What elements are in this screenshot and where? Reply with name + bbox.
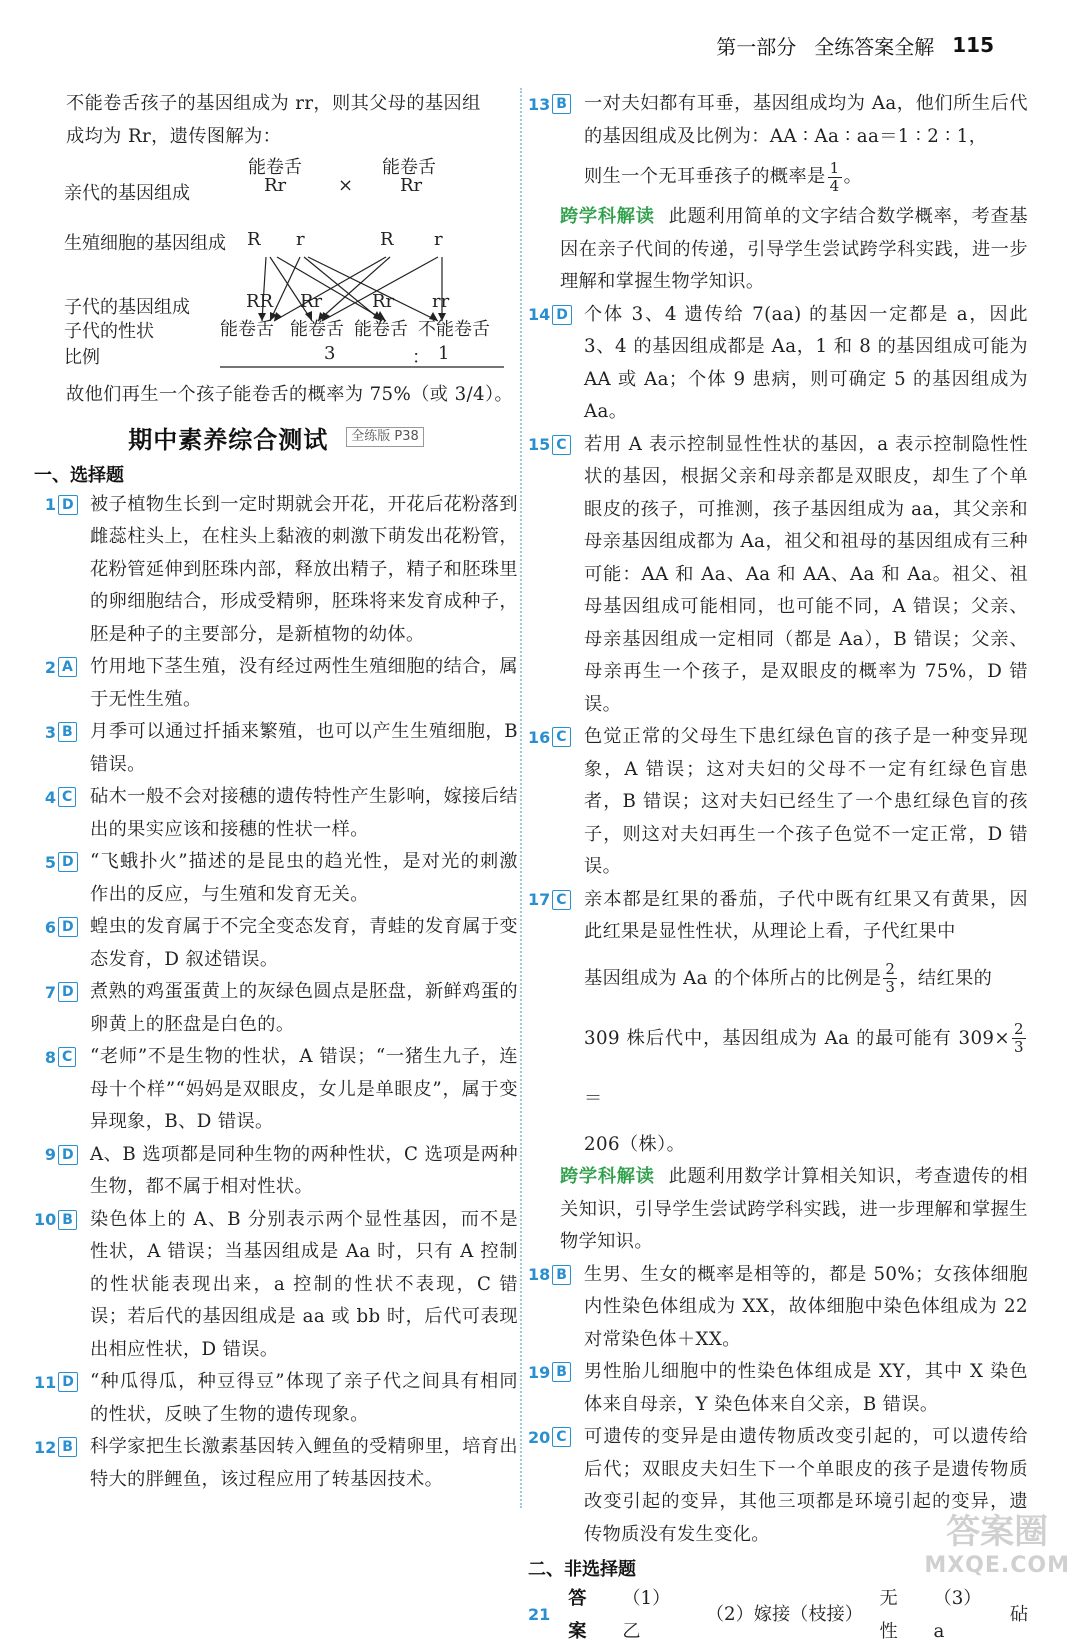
fraction — [828, 160, 842, 195]
question-17-ratio-line — [584, 949, 1028, 1009]
calc-equals: ＝ — [584, 1087, 603, 1109]
answer-part-5: 砧 — [1009, 1604, 1028, 1626]
question-8 — [34, 1041, 518, 1139]
question-index: 20 — [528, 1427, 551, 1447]
question-text: 男性胎儿细胞中的性染色体组成是 XY，其中 X 染色体来自母亲，Y 染色体来自父亲，B 错误。 — [584, 1361, 1028, 1415]
question-7 — [34, 976, 518, 1041]
fraction-numerator: 2 — [1014, 1020, 1024, 1038]
gamete-2: r — [296, 229, 305, 250]
answer-badge: D — [58, 1372, 78, 1392]
calc-text: 309 株后代中，基因组成为 Aa 的最可能有 309× — [584, 1027, 1011, 1049]
fraction-denominator: 4 — [829, 176, 840, 195]
answer-badge: B — [552, 1265, 571, 1285]
question-13-probability — [584, 153, 1028, 201]
cross-discipline-note-1 — [528, 201, 1028, 299]
offspring-trait-2: 能卷舌 — [290, 319, 344, 340]
question-index: 18 — [528, 1265, 551, 1285]
question-text: 可遗传的变异是由遗传物质改变引起的，可以遗传给后代；双眼皮夫妇生下一个单眼皮的孩子是遗传物质改变引起的变异，其他三项都是环境引起的变异，遗传物质没有发生变化。 — [584, 1426, 1028, 1545]
question-number — [528, 429, 584, 462]
answer-badge: B — [58, 1437, 77, 1457]
ratio-recessive: 1 — [438, 343, 450, 364]
question-number — [528, 88, 584, 121]
question-text: 若用 A 表示控制显性性状的基因，a 表示控制隐性性状的基因，根据父亲和母亲都是双眼皮，却生了个单眼皮的孩子，可推测，孩子基因组成为 aa，其父亲和母亲基因组成都为 Aa，祖父和祖母的基因组成有三种可能：AA 和 Aa、Aa 和 AA、Aa 和 Aa。祖父、祖母基因组成可能相同，也可能不同，A 错误；父亲、母亲基因组成一定相同（都是 Aa），B 错误；父亲、母亲再生一个孩子，是双眼皮的概率为 75%，D 错误。 — [584, 433, 1028, 715]
question-text: “种瓜得瓜，种豆得豆”体现了亲子代之间具有相同的性状，反映了生物的遗传现象。 — [90, 1371, 518, 1425]
question-number — [34, 1139, 90, 1172]
answer-badge: C — [552, 435, 570, 455]
answer-badge: C — [58, 787, 76, 807]
question-text: 砧木一般不会对接穗的遗传特性产生影响，嫁接后结出的果实应该和接穗的性状一样。 — [90, 786, 518, 840]
question-number — [34, 781, 90, 814]
answer-badge: B — [58, 1210, 77, 1230]
fraction — [883, 961, 897, 996]
question-index: 13 — [528, 94, 551, 114]
parent2-genotype: Rr — [400, 175, 423, 196]
answer-badge: D — [58, 852, 78, 872]
question-index: 8 — [44, 1047, 56, 1067]
question-15 — [528, 429, 1028, 722]
question-text: 染色体上的 A、B 分别表示两个显性基因，而不是性状，A 错误；当基因组成是 Aa 时，只有 A 控制的性状能表现出来，a 控制的性状不表现，C 错误；若后代的基因组成是 aa 或 bb 时，后代可表现出相应性状，D 错误。 — [90, 1208, 518, 1360]
fraction-denominator: 3 — [885, 978, 896, 996]
offspring-trait-4: 不能卷舌 — [418, 319, 490, 340]
question-text: 竹用地下茎生殖，没有经过两性生殖细胞的结合，属于无性生殖。 — [90, 656, 518, 710]
question-number — [34, 1204, 90, 1237]
page-number: 115 — [952, 33, 994, 57]
test-title-text: 期中素养综合测试 — [128, 425, 329, 454]
question-number — [34, 716, 90, 749]
fraction-numerator: 1 — [829, 158, 840, 177]
question-text: 生男、生女的概率是相等的，都是 50%；女孩体细胞内性染色体组成为 XX，故体细胞中染色体组成为 22 对常染色体＋XX。 — [584, 1263, 1028, 1350]
ratio-text: 基因组成为 Aa 的个体所占的比例是 — [584, 967, 882, 989]
offspring-genotype-2: Rr — [300, 291, 323, 312]
choice-questions-left — [34, 489, 518, 1497]
question-6 — [34, 911, 518, 976]
answer-part-3: 无性 — [879, 1588, 898, 1642]
question-number — [34, 846, 90, 879]
answer-badge: D — [552, 305, 572, 325]
cross-discipline-note-2 — [528, 1161, 1028, 1259]
answer-badge: B — [58, 722, 77, 742]
header-section: 全练答案全解 — [814, 34, 935, 59]
gamete-genotype-label: 生殖细胞的基因组成 — [64, 233, 226, 254]
question-index: 5 — [44, 852, 56, 872]
answer-badge: D — [58, 1145, 78, 1165]
question-text: 个体 3、4 遗传给 7(aa) 的基因一定都是 a，因此 3、4 的基因组成都是 Aa，1 和 8 的基因组成可能为 AA 或 Aa；个体 9 患病，则可确定 5 的基因组成为 Aa。 — [584, 303, 1028, 422]
answer-label: 答案 — [568, 1588, 587, 1642]
question-14 — [528, 299, 1028, 429]
section-nonchoice-title: 二、非选择题 — [528, 1559, 636, 1580]
cross-discipline-label: 跨学科解读 — [560, 206, 655, 227]
question-16 — [528, 721, 1028, 884]
question-number — [528, 721, 584, 754]
cross-discipline-text: 此题利用数学计算相关知识，考查遗传的相关知识，引导学生尝试跨学科实践，进一步理解和掌握生物学知识。 — [560, 1166, 1028, 1252]
answer-badge: D — [58, 495, 78, 515]
probability-end: 。 — [843, 166, 863, 187]
question-5 — [34, 846, 518, 911]
page-header — [716, 28, 994, 62]
question-number — [528, 1356, 584, 1389]
cross-discipline-text: 此题利用简单的文字结合数学概率，考查基因在亲子代间的传递，引导学生尝试跨学科实践，进一步理解和掌握生物学知识。 — [560, 206, 1028, 292]
question-13 — [528, 88, 1028, 201]
question-number — [528, 1599, 550, 1632]
answer-part-4: （3）a — [933, 1588, 982, 1642]
question-number — [528, 1421, 584, 1454]
question-10 — [34, 1204, 518, 1367]
answer-badge: C — [552, 727, 570, 747]
question-number — [34, 976, 90, 1009]
question-number — [34, 1431, 90, 1464]
question-number — [528, 1259, 584, 1292]
probability-text: 则生一个无耳垂孩子的概率是 — [584, 166, 826, 187]
question-3 — [34, 716, 518, 781]
parent2-trait: 能卷舌 — [382, 157, 436, 178]
cross-discipline-label: 跨学科解读 — [560, 1166, 655, 1187]
question-number — [528, 299, 584, 332]
question-index: 14 — [528, 305, 551, 325]
question-text: A、B 选项都是同种生物的两种性状，C 选项是两种生物，都不属于相对性状。 — [90, 1143, 518, 1197]
question-21 — [528, 1583, 1028, 1648]
question-18 — [528, 1259, 1028, 1357]
question-text: 月季可以通过扦插来繁殖，也可以产生生殖细胞，B 错误。 — [90, 721, 518, 775]
parent1-trait: 能卷舌 — [248, 157, 302, 178]
question-number — [34, 651, 90, 684]
offspring-trait-1: 能卷舌 — [220, 319, 274, 340]
right-column — [528, 88, 1028, 1648]
answer-badge: B — [552, 1362, 571, 1382]
question-index: 12 — [34, 1437, 57, 1457]
question-number — [528, 884, 584, 917]
fraction-denominator: 3 — [1014, 1038, 1024, 1056]
offspring-genotype-3: Rr — [372, 291, 395, 312]
question-index: 16 — [528, 727, 551, 747]
offspring-genotype-1: RR — [246, 291, 274, 312]
intro-line-1: 不能卷舌孩子的基因组成为 rr，则其父母的基因组 — [66, 93, 481, 114]
answer-badge: C — [58, 1047, 76, 1067]
answer-badge: B — [552, 94, 571, 114]
watermark-text: 答案圈 — [946, 1512, 1049, 1552]
test-title — [34, 420, 518, 455]
question-index: 11 — [34, 1372, 57, 1392]
choice-questions-right-a — [528, 299, 1028, 884]
question-index: 17 — [528, 890, 551, 910]
question-index: 6 — [44, 917, 56, 937]
question-1 — [34, 489, 518, 652]
gamete-3: R — [380, 229, 394, 250]
ratio-dominant: 3 — [324, 343, 336, 364]
header-part: 第一部分 — [716, 34, 797, 59]
question-index: 9 — [44, 1145, 56, 1165]
left-column — [34, 88, 518, 1496]
test-page-ref: 全练版 P38 — [346, 427, 424, 447]
question-13-text: 一对夫妇都有耳垂，基因组成均为 Aa，他们所生后代的基因组成及比例为：AA ∶ Aa ∶ aa＝1 ∶ 2 ∶ 1， — [584, 93, 1028, 147]
question-2 — [34, 651, 518, 716]
question-11 — [34, 1366, 518, 1431]
question-19 — [528, 1356, 1028, 1421]
answer-badge: A — [58, 657, 77, 677]
question-index: 15 — [528, 435, 551, 455]
question-index: 1 — [44, 495, 56, 515]
question-number — [34, 1041, 90, 1074]
question-index: 2 — [44, 657, 56, 677]
fraction — [1012, 1021, 1026, 1056]
answer-badge: C — [552, 890, 570, 910]
cross-symbol: × — [338, 175, 354, 196]
question-17-text: 亲本都是红果的番茄，子代中既有红果又有黄果，因此红果是显性性状，从理论上看，子代红果中 — [584, 888, 1028, 942]
question-17 — [528, 884, 1028, 1162]
offspring-genotype-4: rr — [432, 291, 450, 312]
ratio-separator: ： — [412, 347, 430, 368]
section-choice-title: 一、选择题 — [34, 464, 124, 486]
question-number — [34, 1366, 90, 1399]
question-text: 色觉正常的父母生下患红绿色盲的孩子是一种变异现象，A 错误；这对夫妇的父母不一定有红绿色盲患者，B 错误；这对夫妇已经生了一个患红绿色盲的孩子，则这对夫妇再生一个孩子色觉不一定正常，D 错误。 — [584, 726, 1028, 877]
question-index: 10 — [34, 1210, 57, 1230]
parent-genotype-label: 亲代的基因组成 — [64, 183, 190, 204]
answer-badge: D — [58, 917, 78, 937]
question-index: 3 — [44, 722, 56, 742]
question-text: “飞蛾扑火”描述的是昆虫的趋光性，是对光的刺激作出的反应，与生殖和发育无关。 — [90, 851, 518, 905]
conclusion-text: 故他们再生一个孩子能卷舌的概率为 75%（或 3/4）。 — [66, 384, 514, 405]
ratio-text-end: ，结红果的 — [899, 967, 993, 989]
offspring-trait-label: 子代的性状 — [64, 321, 154, 342]
question-9 — [34, 1139, 518, 1204]
question-text: “老师”不是生物的性状，A 错误；“一猪生九子，连母十个样”“妈妈是双眼皮，女儿是单眼皮”，属于变异现象，B、D 错误。 — [90, 1046, 518, 1132]
intro-line-2: 成均为 Rr，遗传图解为： — [66, 125, 282, 147]
question-17-result: 206（株）。 — [584, 1133, 686, 1155]
inheritance-diagram — [34, 153, 518, 379]
question-17-calc-line — [584, 1009, 1028, 1129]
question-text: 蝗虫的发育属于不完全变态发育，青蛙的发育属于变态发育，D 叙述错误。 — [90, 916, 518, 970]
question-index: 19 — [528, 1362, 551, 1382]
offspring-trait-3: 能卷舌 — [354, 319, 408, 340]
offspring-genotype-label: 子代的基因组成 — [64, 297, 190, 318]
parent1-genotype: Rr — [264, 175, 287, 196]
gamete-1: R — [247, 229, 261, 250]
answer-badge: C — [552, 1427, 570, 1447]
question-text: 被子植物生长到一定时期就会开花，开花后花粉落到雌蕊柱头上，在柱头上黏液的刺激下萌发出花粉管，花粉管延伸到胚珠内部，释放出精子，精子和胚珠里的卵细胞结合，形成受精卵，胚珠将来发育成种子，胚是种子的主要部分，是新植物的幼体。 — [90, 493, 518, 645]
question-index: 7 — [44, 982, 56, 1002]
watermark-url: MXQE.COM — [924, 1553, 1070, 1578]
question-12 — [34, 1431, 518, 1496]
question-index: 4 — [44, 787, 56, 807]
question-text: 煮熟的鸡蛋蛋黄上的灰绿色圆点是胚盘，新鲜鸡蛋的卵黄上的胚盘是白色的。 — [90, 981, 518, 1035]
question-number — [34, 911, 90, 944]
question-text: 科学家把生长激素基因转入鲤鱼的受精卵里，培育出特大的胖鲤鱼，该过程应用了转基因技术。 — [90, 1436, 518, 1490]
fraction-numerator: 2 — [885, 960, 896, 978]
question-number — [34, 489, 90, 522]
column-divider — [520, 88, 522, 1508]
watermark-logo — [924, 1504, 1070, 1578]
answer-badge: D — [58, 982, 78, 1002]
answer-part-1: （1）乙 — [622, 1588, 671, 1642]
gamete-4: r — [434, 229, 443, 250]
question-index: 21 — [528, 1605, 551, 1625]
answer-part-2: （2）嫁接（枝接） — [705, 1604, 863, 1626]
question-4 — [34, 781, 518, 846]
ratio-label: 比例 — [64, 347, 100, 368]
